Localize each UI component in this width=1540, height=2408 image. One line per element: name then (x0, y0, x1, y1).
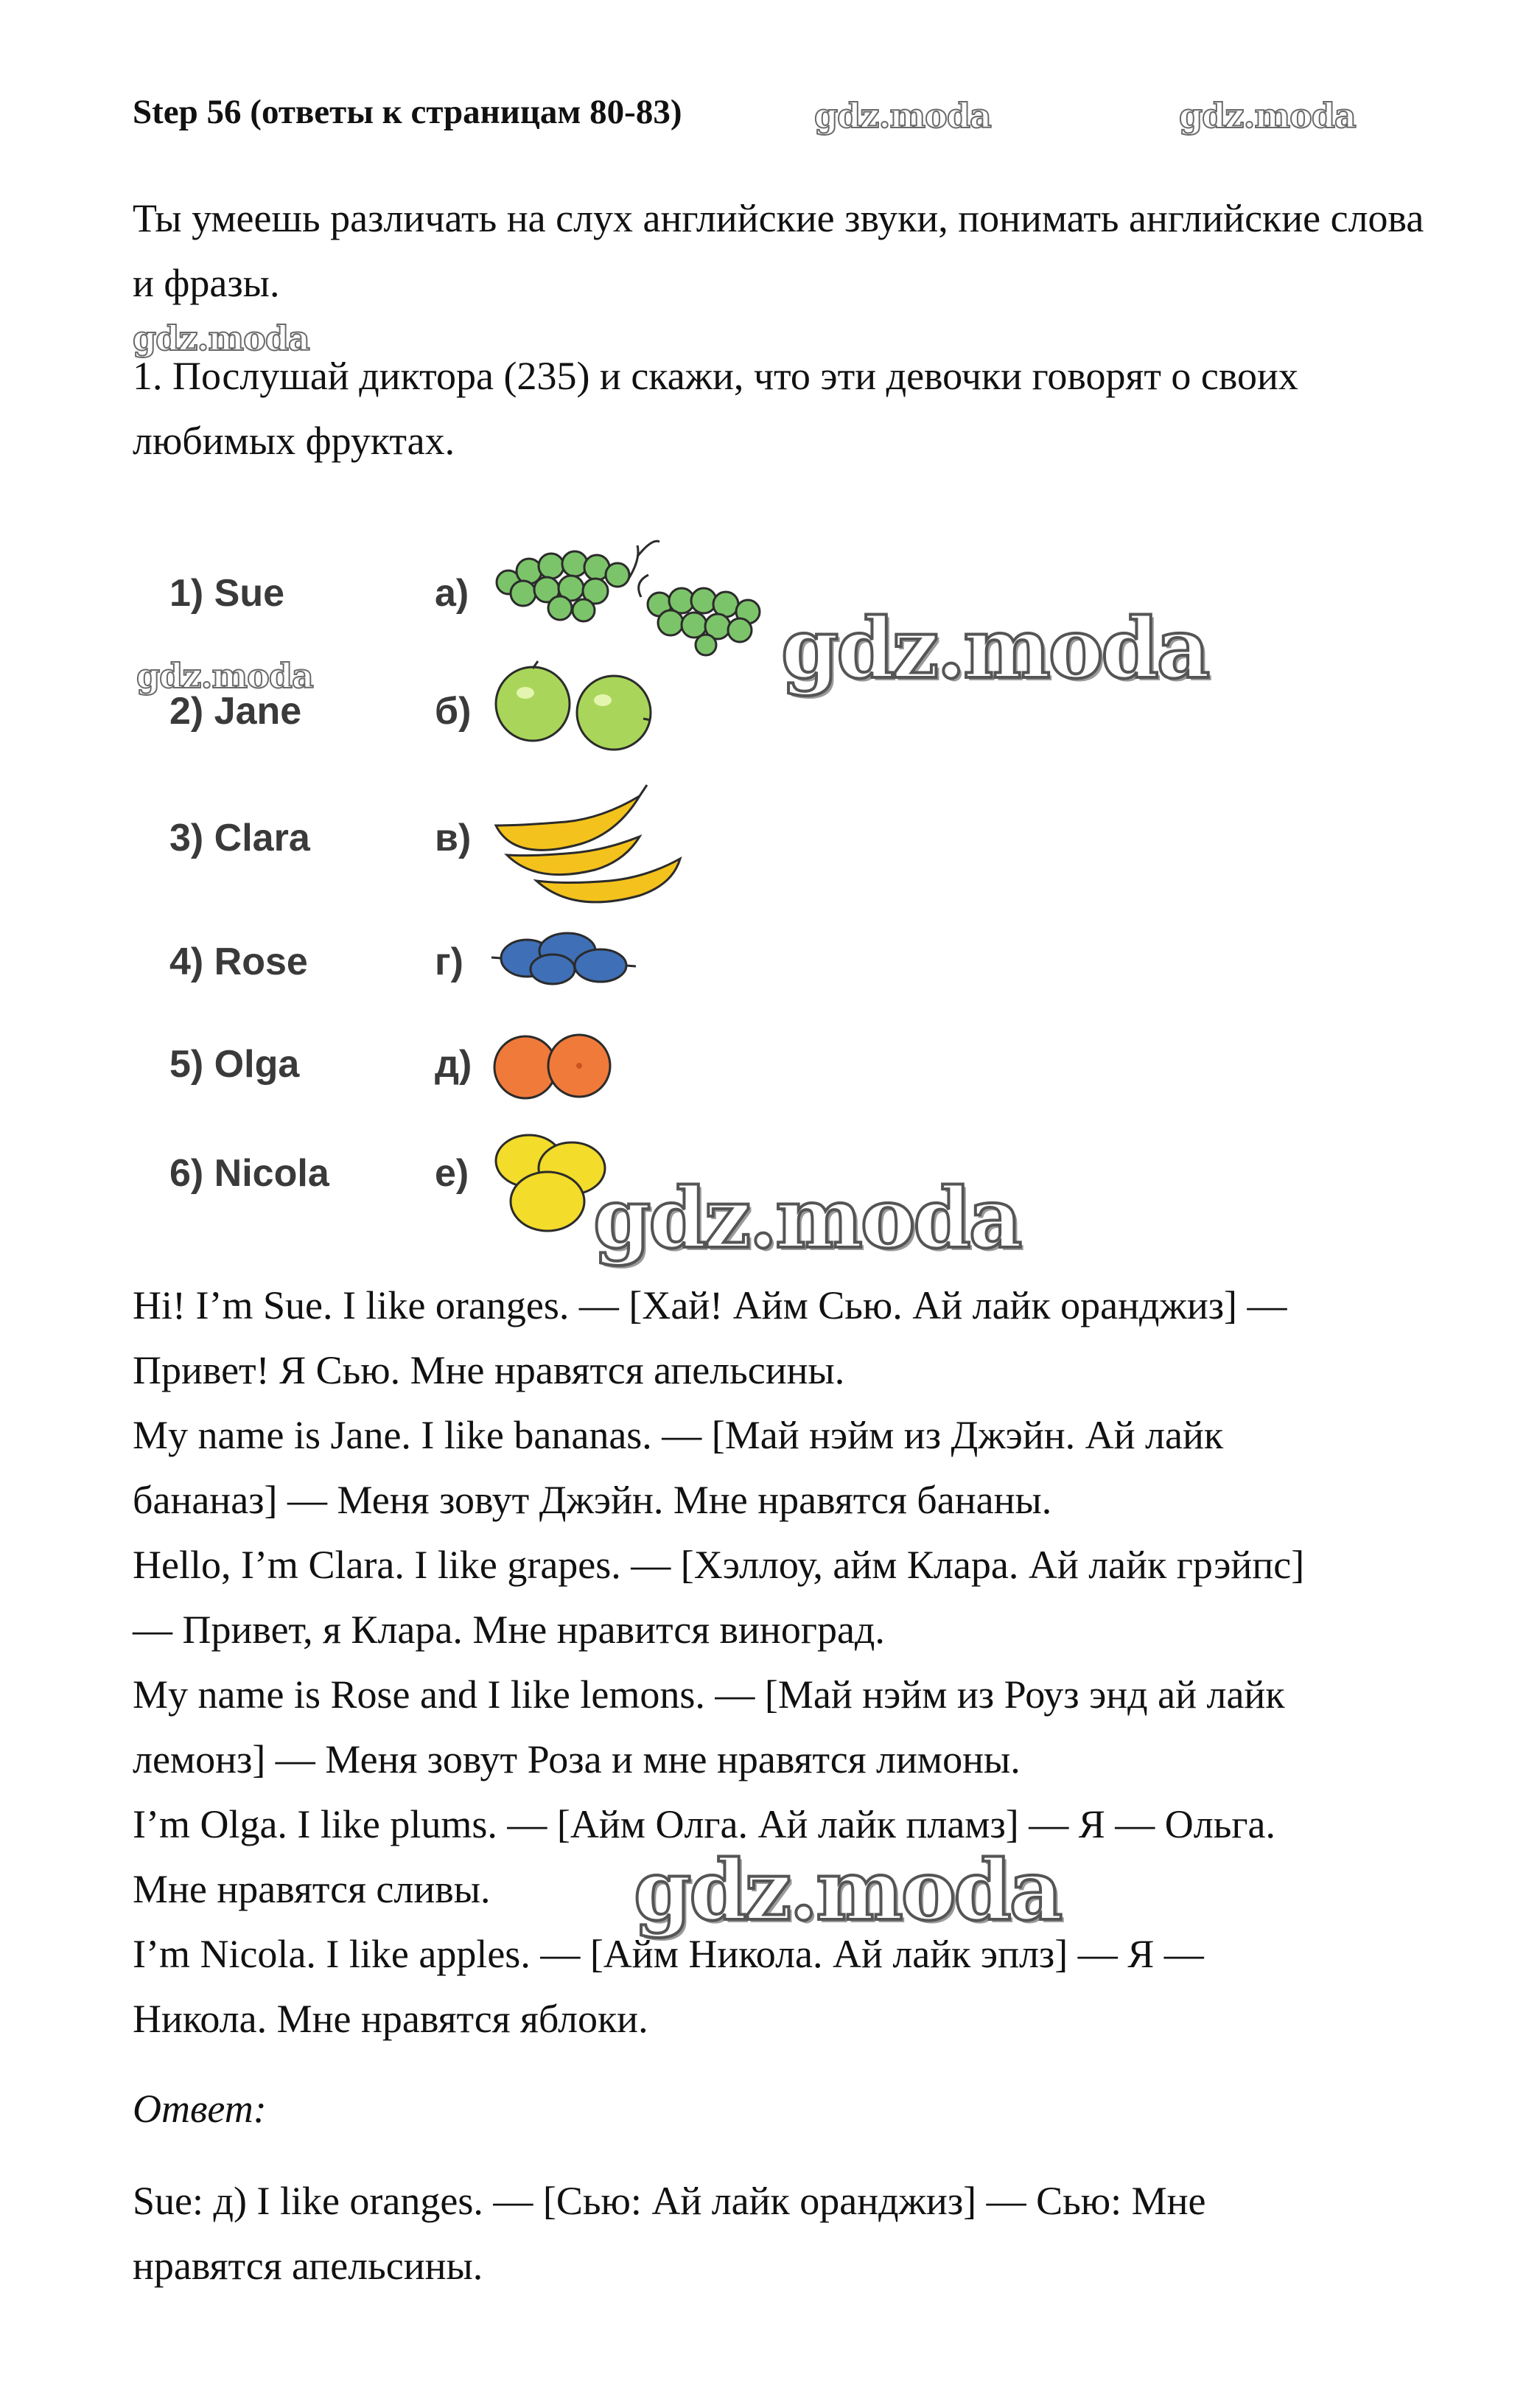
task-text: 1. Послушай диктора (235) и скажи, что эти девочки говорят о своих любимых фруктах. (133, 354, 1298, 463)
girl-name: 1) Sue (169, 572, 285, 615)
watermark: gdz.moda (634, 1843, 1061, 1939)
grapes-icon (494, 531, 788, 656)
oranges-icon (492, 1032, 617, 1102)
transcript-line: лемонз] — Меня зовут Роза и мне нравятся лимоны. (133, 1737, 1021, 1781)
girl-name: 4) Rose (169, 940, 308, 983)
fruit-letter: в) (435, 817, 472, 859)
intro-text: Ты умеешь различать на слух английские звуки, понимать английские слова и фразы. (133, 196, 1424, 305)
fruit-letter: д) (435, 1043, 472, 1086)
answer-line: нравятся апельсины. (133, 2244, 483, 2288)
plums-icon (490, 925, 637, 991)
girl-name: 2) Jane (169, 690, 302, 733)
watermark: gdz.moda (781, 601, 1208, 697)
watermark: gdz.moda (133, 318, 309, 358)
transcript-line: Мне нравятся сливы. (133, 1867, 491, 1911)
watermark: gdz.moda (1179, 96, 1356, 136)
girl-name: 6) Nicola (169, 1152, 329, 1195)
transcript-line: Привет! Я Сью. Мне нравятся апельсины. (133, 1348, 845, 1392)
transcript-line: My name is Jane. I like bananas. — [Май нэйм из Джэйн. Ай лайк (133, 1413, 1224, 1457)
transcript-line: Никола. Мне нравятся яблоки. (133, 1997, 648, 2041)
transcript-line: I’m Nicola. I like apples. — [Айм Никола. Ай лайк эплз] — Я — (133, 1932, 1204, 1976)
transcript-line: — Привет, я Клара. Мне нравится виноград. (133, 1608, 885, 1652)
girl-name: 5) Olga (169, 1043, 300, 1086)
page-heading: Step 56 (ответы к страницам 80-83) (133, 93, 682, 131)
girl-name: 3) Clara (169, 817, 310, 859)
watermark: gdz.moda (136, 656, 313, 696)
answer-label: Ответ: (133, 2087, 267, 2131)
fruit-letter: б) (435, 690, 472, 733)
fruit-letter: г) (435, 940, 463, 983)
answer-line: Sue: д) I like oranges. — [Сью: Ай лайк оранджиз] — Сью: Мне (133, 2179, 1206, 2223)
transcript-line: Hi! I’m Sue. I like oranges. — [Хай! Айм Сью. Ай лайк оранджиз] — (133, 1283, 1287, 1327)
bananas-icon (492, 774, 691, 914)
transcript-line: My name is Rose and I like lemons. — [Май нэйм из Роуз энд ай лайк (133, 1672, 1285, 1717)
transcript-line: Hello, I’m Clara. I like grapes. — [Хэллоу, айм Клара. Ай лайк грэйпс] (133, 1543, 1305, 1587)
watermark: gdz.moda (593, 1170, 1021, 1267)
apples-icon (492, 660, 669, 755)
transcript-line: I’m Olga. I like plums. — [Айм Олга. Ай лайк пламз] — Я — Ольга. (133, 1802, 1275, 1846)
fruit-letter: а) (435, 572, 469, 615)
transcript-line: бананаз] — Меня зовут Джэйн. Мне нравятся бананы. (133, 1478, 1052, 1522)
lemons-icon (492, 1128, 610, 1238)
fruit-letter: е) (435, 1152, 469, 1195)
watermark: gdz.moda (814, 96, 991, 136)
